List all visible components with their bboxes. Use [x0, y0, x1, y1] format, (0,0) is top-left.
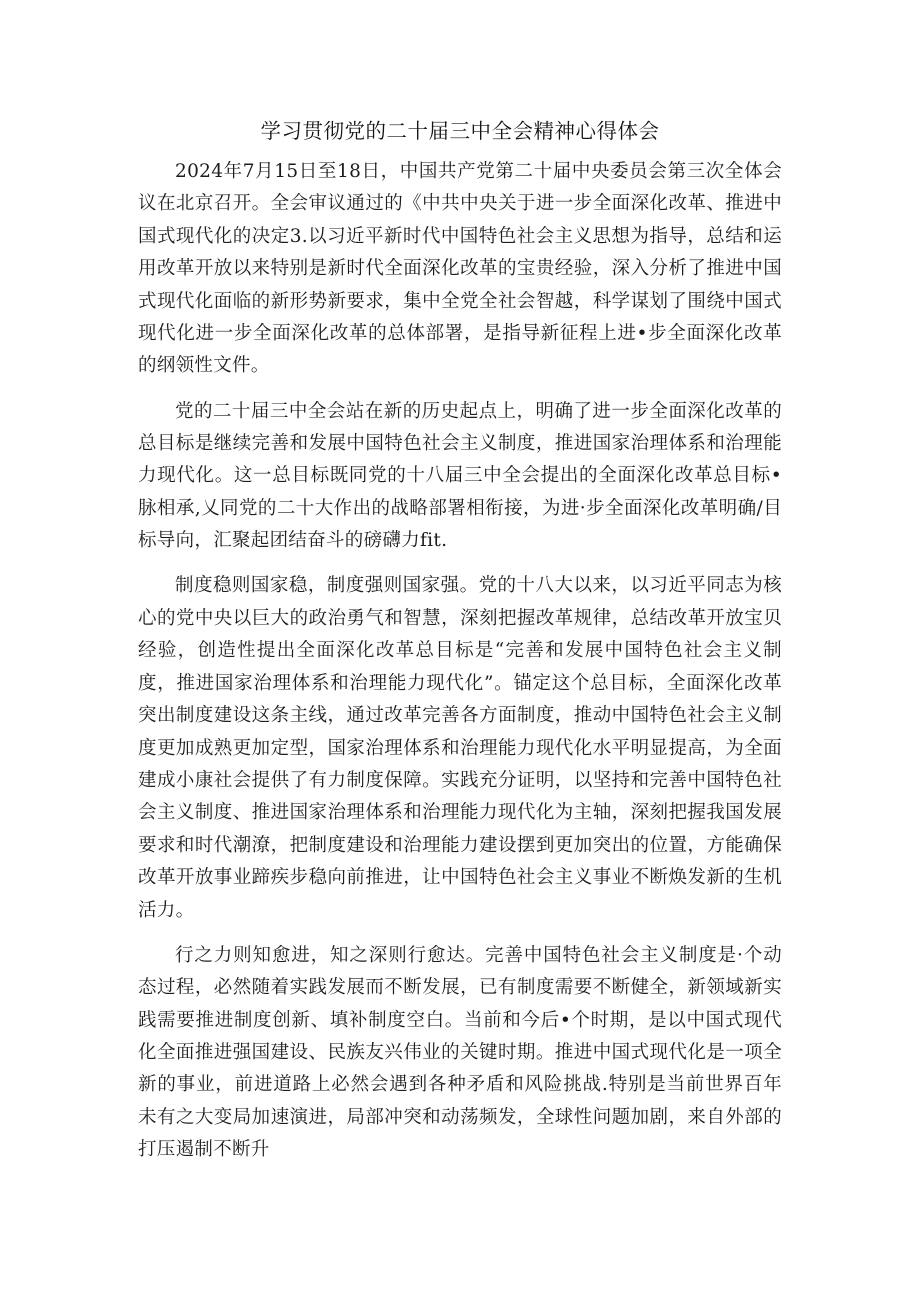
paragraph-2: 党的二十届三中全会站在新的历史起点上，明确了进一步全面深化改革的总目标是继续完善和发展中国特色社会主义制度，推进国家治理体系和治理能力现代化。这一总目标既同党的十八届三中全会提出的全面深化改革总目标•脉相承,乂同党的二十大作出的战略部署相衔接，为进·步全面深化改革明确/目标导向，汇聚起团结奋斗的磅礴力fit. — [138, 400, 782, 552]
paragraph-1: 2024年7月15日至18日，中国共产党第二十届中央委员会第三次全体会议在北京召开。全会审议通过的《中共中央关于进一步全面深化改革、推进中国式现代化的决定3.以习近平新时代中国特色社会主义思想为指导，总结和运用改革开放以来特别是新时代全面深化改革的宝贵经验，深入分析了推进中国式现代化面临的新形势新要求，集中全党全社会智越，科学谋划了围绕中国式现代化进一步全面深化改革的总体部署，是指导新征程上进•步全面深化改革的纲领性文件。 — [138, 161, 782, 377]
paragraph-4: 行之力则知愈进，知之深则行愈达。完善中国特色社会主义制度是·个动态过程，必然随着实践发展而不断发展，已有制度需要不断健全，新领域新实践需要推进制度创新、填补制度空白。当前和今后•个时期，是以中国式现代化全面推进强国建设、民族友兴伟业的关键时期。推进中国式现代化是一项全新的事业，前进道路上必然会遇到各种矛盾和风险挑战.特别是当前世界百年未有之大变局加速演进，局部冲突和动荡频发，全球性问题加剧，来自外部的打压遏制不断升 — [138, 944, 782, 1161]
document-title: 学习贯彻党的二十届三中全会精神心得体会 — [260, 119, 660, 143]
document-body — [138, 156, 782, 1179]
paragraph-3: 制度稳则国家稳，制度强则国家强。党的十八大以来，以习近平同志为核心的党中央以巨大的政治勇气和智慧，深刻把握改革规律，总结改革开放宝贝经验，创造性提出全面深化改革总目标是“完善和发展中国特色社会主义制度，推进国家治理体系和治理能力现代化”。锚定这个总目标，全面深化改革突出制度建设这条主线，通过改革完善各方面制度，推动中国特色社会主义制度更加成熟更加定型，国家治理体系和治理能力现代化水平明显提高，为全面建成小康社会提供了有力制度保障。实践充分证明，以坚持和完善中国特色社会主义制度、推进国家治理体系和治理能力现代化为主轴，深刻把握我国发展要求和时代潮潦，把制度建设和治理能力建设摆到更加突出的位置，方能确保改革开放事业蹄疾步稳向前推进，让中国特色社会主义事业不断焕发新的生机活力。 — [138, 575, 782, 921]
